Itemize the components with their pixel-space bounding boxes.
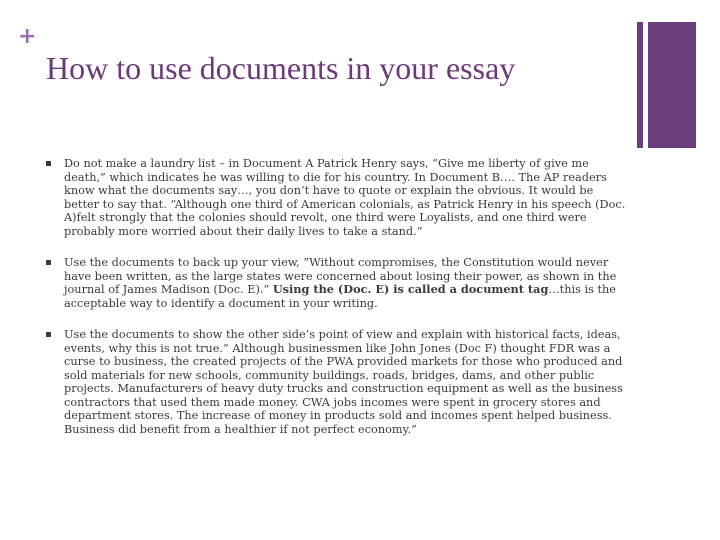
accent-bar-thick bbox=[648, 22, 696, 148]
square-bullet-icon bbox=[46, 332, 51, 337]
accent-bar-thin bbox=[637, 22, 643, 148]
square-bullet-icon bbox=[46, 161, 51, 166]
bullet-text-start: Use the documents to back up your view, ”Without compromises, the Constitution would never have been written, as the large states were concerned about losing their power, as shown in the journal of James Madison (Doc. E).” bbox=[64, 256, 617, 296]
bullet-text: Use the documents to show the other side’s point of view and explain with historical facts, ideas, events, why this is not true.” Although businessmen like John Jones (Doc F) thought FDR was a curse to business, the created projects of the PWA provided markets for those who produced and sold materials for new schools, community buildings, roads, bridges, dams, and other public projects. Manufacturers of heavy duty trucks and construction equipment as well as the business contractors that used them made money. CWA jobs incomes were spent in grocery stores and department stores. The increase of money in products sold and incomes spent helped business. Business did benefit from a healthier if not perfect economy.” bbox=[64, 328, 623, 436]
slide-title: How to use documents in your essay bbox=[46, 50, 516, 86]
bullet-text: Do not make a laundry list – in Document A Patrick Henry says, “Give me liberty of give me death,” which indicates he was willing to die for his country. In Document B…. The AP readers know what the documents say…, you don’t have to quote or explain the obvious. It would be better to say that. “Although one third of American colonials, as Patrick Henry in his speech (Doc. A)felt strongly that the colonies should revolt, one third were Loyalists, and one third were probably more worried about their daily lives to take a stand.” bbox=[64, 157, 626, 238]
bullet-text-bold: Using the (Doc. E) is called a document tag bbox=[272, 282, 549, 296]
square-bullet-icon bbox=[46, 260, 51, 265]
bullet-list bbox=[46, 157, 630, 454]
bullet-item-back-up-view bbox=[46, 256, 630, 310]
bullet-item-other-side bbox=[46, 328, 630, 436]
plus-icon: + bbox=[18, 24, 37, 49]
bullet-text-end: …this is the acceptable way to identify a document in your writing. bbox=[64, 283, 616, 310]
bullet-item-laundry-list bbox=[46, 157, 630, 238]
